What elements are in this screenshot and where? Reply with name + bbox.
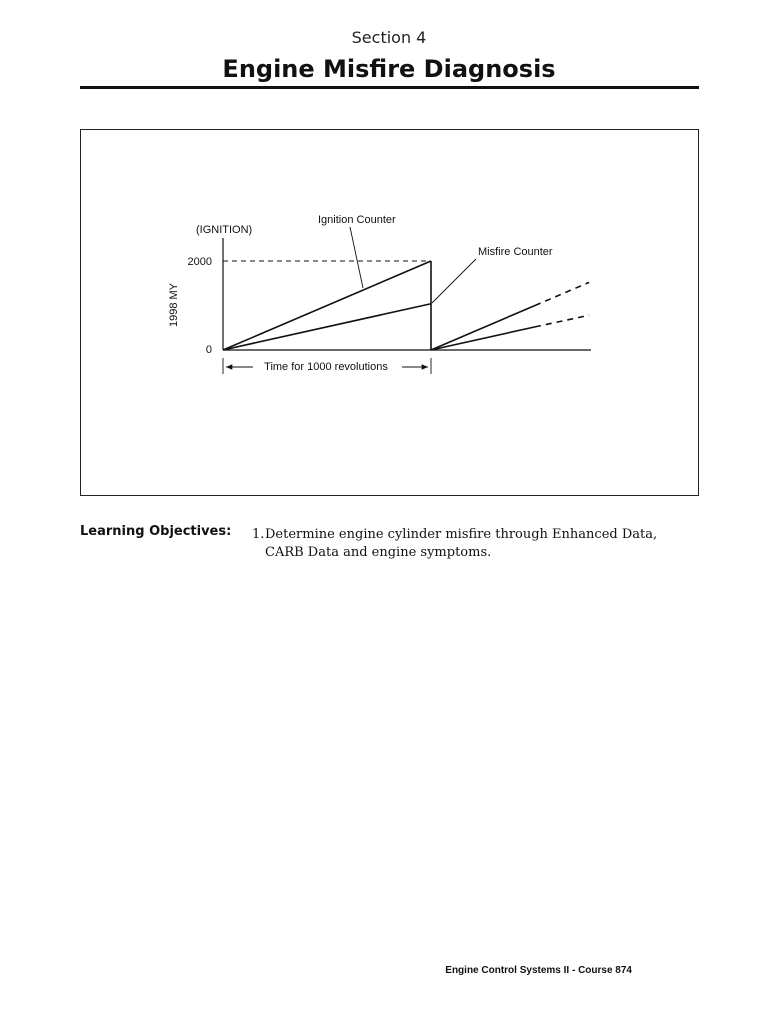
ignition-counter-label: Ignition Counter: [318, 214, 396, 226]
title-divider: [80, 86, 699, 89]
misfire-counter-figure: [80, 129, 699, 496]
y-tick-label-2000: 2000: [187, 256, 212, 268]
y-tick-label-0: 0: [205, 344, 212, 356]
ignition-counter-line-after-reset: [431, 306, 535, 351]
y-axis-title: 1998 MY: [168, 282, 180, 328]
misfire-counter-leader: [432, 259, 476, 303]
ignition-counter-leader: [350, 227, 363, 288]
misfire-counter-line: [223, 304, 431, 350]
counter-chart: [81, 130, 698, 495]
time-span-label: Time for 1000 revolutions: [264, 361, 388, 373]
misfire-counter-line-after-reset: [431, 327, 535, 350]
objective-text: Determine engine cylinder misfire through Enhanced Data, CARB Data and engine symptoms.: [265, 527, 658, 560]
learning-objectives-list: [252, 526, 692, 562]
ignition-counter-projection: [535, 282, 589, 305]
section-label: Section 4: [351, 28, 427, 47]
misfire-counter-label: Misfire Counter: [478, 246, 553, 258]
learning-objectives-heading: Learning Objectives:: [80, 524, 232, 539]
page-footer: Engine Control Systems II - Course 874: [445, 965, 632, 976]
misfire-counter-projection: [535, 315, 589, 327]
learning-objective-item: [252, 526, 692, 562]
ignition-counter-line: [223, 261, 431, 350]
objective-number: 1.: [252, 527, 265, 542]
page-title: Engine Misfire Diagnosis: [222, 55, 556, 83]
y-unit-label: (IGNITION): [196, 224, 253, 236]
